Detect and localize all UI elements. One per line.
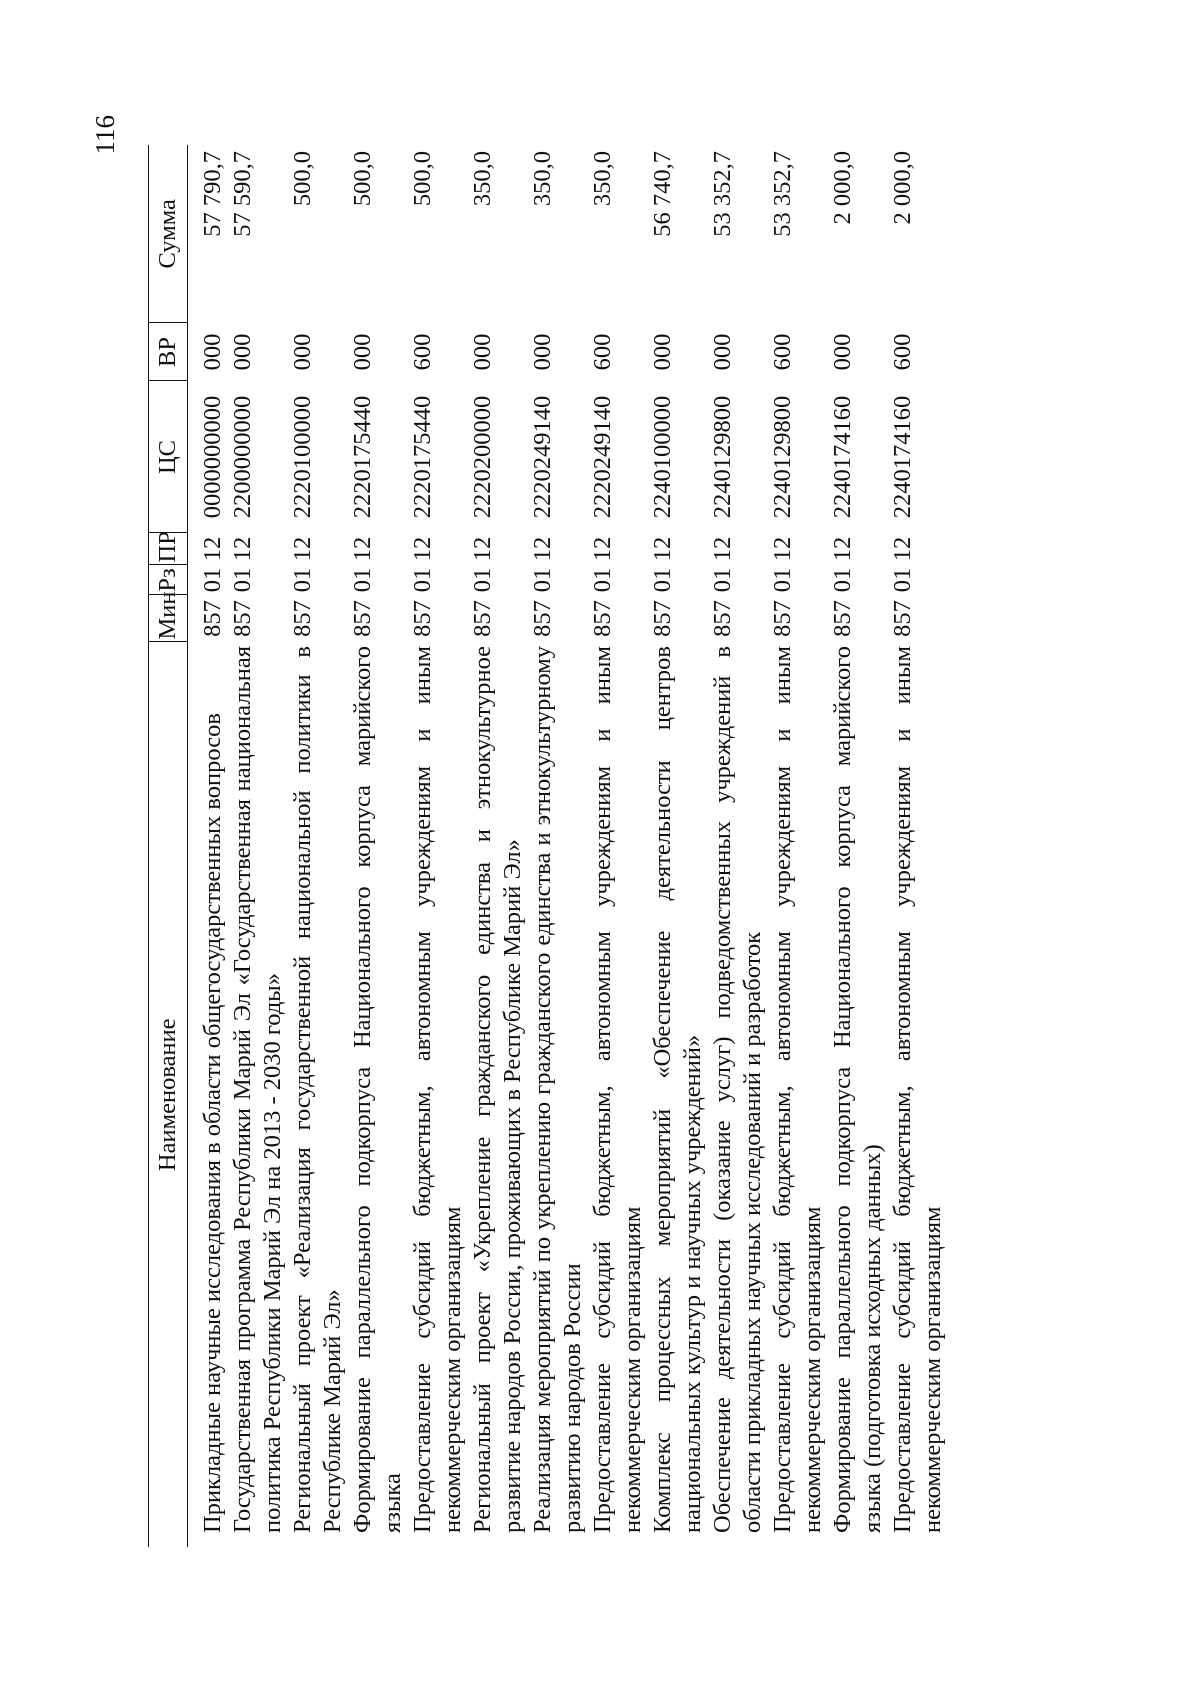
- row-cs: 2220175440: [409, 395, 436, 519]
- row-min: 857: [709, 600, 736, 637]
- header-vr: ВР: [149, 323, 188, 381]
- row-pr: 12: [769, 536, 796, 562]
- table-row: [768, 145, 828, 1547]
- row-sum: 2 000,0: [829, 151, 856, 225]
- row-name: Государственная программа Республики Марий Эл «Государственная национальная политика Республики Марий Эл на 2013 - 2030 годы»: [229, 646, 286, 1533]
- row-name: Предоставление субсидий бюджетным, автономным учреждениям и иным некоммерческим организациям: [409, 646, 466, 1533]
- row-min: 857: [649, 600, 676, 637]
- row-name: Региональный проект «Укрепление гражданского единства и этнокультурное развитие народов России, проживающих в Республике Марий Эл»: [469, 646, 526, 1533]
- table-row: [528, 145, 588, 1547]
- row-name: Реализация мероприятий по укреплению гражданского единства и этнокультурному развитию народов России: [529, 646, 586, 1533]
- row-vr: 600: [769, 333, 796, 371]
- row-rz: 01: [589, 567, 616, 593]
- row-rz: 01: [229, 567, 256, 593]
- row-rz: 01: [829, 567, 856, 593]
- row-min: 857: [289, 600, 316, 637]
- row-name: Прикладные научные исследования в области общегосударственных вопросов: [199, 713, 226, 1533]
- row-sum: 350,0: [469, 151, 496, 207]
- row-sum: 53 352,7: [769, 151, 796, 237]
- row-pr: 12: [829, 536, 856, 562]
- row-pr: 12: [529, 536, 556, 562]
- row-vr: 000: [829, 333, 856, 371]
- row-sum: 500,0: [289, 151, 316, 207]
- row-rz: 01: [889, 567, 916, 593]
- row-name: Обеспечение деятельности (оказание услуг) подведомственных учреждений в области прикладных научных исследований и разработок: [709, 646, 766, 1533]
- row-rz: 01: [529, 567, 556, 593]
- table-header-row: [149, 145, 188, 1547]
- row-cs: 2220100000: [289, 395, 316, 519]
- table-row: [648, 145, 708, 1547]
- row-sum: 500,0: [349, 151, 376, 207]
- row-cs: 2240129800: [709, 395, 736, 519]
- row-sum: 56 740,7: [649, 151, 676, 237]
- row-pr: 12: [349, 536, 376, 562]
- row-rz: 01: [199, 567, 226, 593]
- row-sum: 350,0: [529, 151, 556, 207]
- row-name: Формирование параллельного подкорпуса Национального корпуса марийского языка (подготовка исходных данных): [829, 646, 886, 1533]
- row-cs: 2240129800: [769, 395, 796, 519]
- row-cs: 2200000000: [229, 395, 256, 519]
- row-sum: 350,0: [589, 151, 616, 207]
- row-rz: 01: [289, 567, 316, 593]
- row-min: 857: [769, 600, 796, 637]
- row-sum: 57 590,7: [229, 151, 256, 237]
- row-vr: 600: [589, 333, 616, 371]
- row-min: 857: [349, 600, 376, 637]
- row-pr: 12: [229, 536, 256, 562]
- table-row: [888, 145, 948, 1547]
- header-min: Мин: [149, 595, 188, 642]
- page-number: 116: [90, 115, 120, 155]
- row-rz: 01: [409, 567, 436, 593]
- row-rz: 01: [709, 567, 736, 593]
- table-row: [288, 145, 348, 1547]
- row-sum: 57 790,7: [199, 151, 226, 237]
- row-vr: 000: [229, 333, 256, 371]
- row-min: 857: [529, 600, 556, 637]
- row-min: 857: [409, 600, 436, 637]
- row-pr: 12: [709, 536, 736, 562]
- row-name: Предоставление субсидий бюджетным, автономным учреждениям и иным некоммерческим организациям: [889, 646, 946, 1533]
- row-vr: 000: [529, 333, 556, 371]
- row-cs: 0000000000: [199, 395, 226, 519]
- row-vr: 000: [289, 333, 316, 371]
- row-min: 857: [199, 600, 226, 637]
- table-row: [708, 145, 768, 1547]
- row-pr: 12: [649, 536, 676, 562]
- table-row: [188, 145, 229, 1547]
- row-name: Предоставление субсидий бюджетным, автономным учреждениям и иным некоммерческим организациям: [589, 646, 646, 1533]
- row-pr: 12: [589, 536, 616, 562]
- row-cs: 2240100000: [649, 395, 676, 519]
- row-vr: 000: [199, 333, 226, 371]
- row-sum: 2 000,0: [889, 151, 916, 225]
- row-rz: 01: [349, 567, 376, 593]
- row-name: Предоставление субсидий бюджетным, автономным учреждениям и иным некоммерческим организациям: [769, 646, 826, 1533]
- row-vr: 600: [889, 333, 916, 371]
- row-vr: 000: [709, 333, 736, 371]
- row-pr: 12: [289, 536, 316, 562]
- row-pr: 12: [889, 536, 916, 562]
- row-sum: 53 352,7: [709, 151, 736, 237]
- row-vr: 000: [649, 333, 676, 371]
- header-name: Наименование: [149, 642, 188, 1547]
- row-name: Региональный проект «Реализация государственной национальной политики в Республике Марий Эл»: [289, 646, 346, 1533]
- row-name: Комплекс процессных мероприятий «Обеспечение деятельности центров национальных культур и научных учреждений»: [649, 646, 706, 1533]
- table-row: [588, 145, 648, 1547]
- table-row: [468, 145, 528, 1547]
- row-min: 857: [589, 600, 616, 637]
- table-row: [408, 145, 468, 1547]
- header-cs: ЦС: [149, 381, 188, 533]
- row-cs: 2220249140: [529, 395, 556, 519]
- row-vr: 000: [469, 333, 496, 371]
- row-cs: 2220249140: [589, 395, 616, 519]
- row-cs: 2240174160: [889, 395, 916, 519]
- row-min: 857: [229, 600, 256, 637]
- row-pr: 12: [409, 536, 436, 562]
- header-rz: Рз: [149, 565, 188, 595]
- row-cs: 2220200000: [469, 395, 496, 519]
- row-name: Формирование параллельного подкорпуса Национального корпуса марийского языка: [349, 646, 406, 1533]
- header-pr: ПР: [149, 533, 188, 565]
- row-cs: 2240174160: [829, 395, 856, 519]
- row-rz: 01: [649, 567, 676, 593]
- row-vr: 000: [349, 333, 376, 371]
- row-sum: 500,0: [409, 151, 436, 207]
- row-min: 857: [889, 600, 916, 637]
- row-cs: 2220175440: [349, 395, 376, 519]
- row-pr: 12: [199, 536, 226, 562]
- table-row: [348, 145, 408, 1547]
- budget-table-container: [148, 145, 948, 1547]
- table-row: [228, 145, 288, 1547]
- budget-table: [148, 145, 948, 1547]
- row-min: 857: [829, 600, 856, 637]
- row-vr: 600: [409, 333, 436, 371]
- row-rz: 01: [469, 567, 496, 593]
- row-min: 857: [469, 600, 496, 637]
- table-row: [828, 145, 888, 1547]
- header-sum: Сумма: [149, 145, 188, 323]
- row-pr: 12: [469, 536, 496, 562]
- row-rz: 01: [769, 567, 796, 593]
